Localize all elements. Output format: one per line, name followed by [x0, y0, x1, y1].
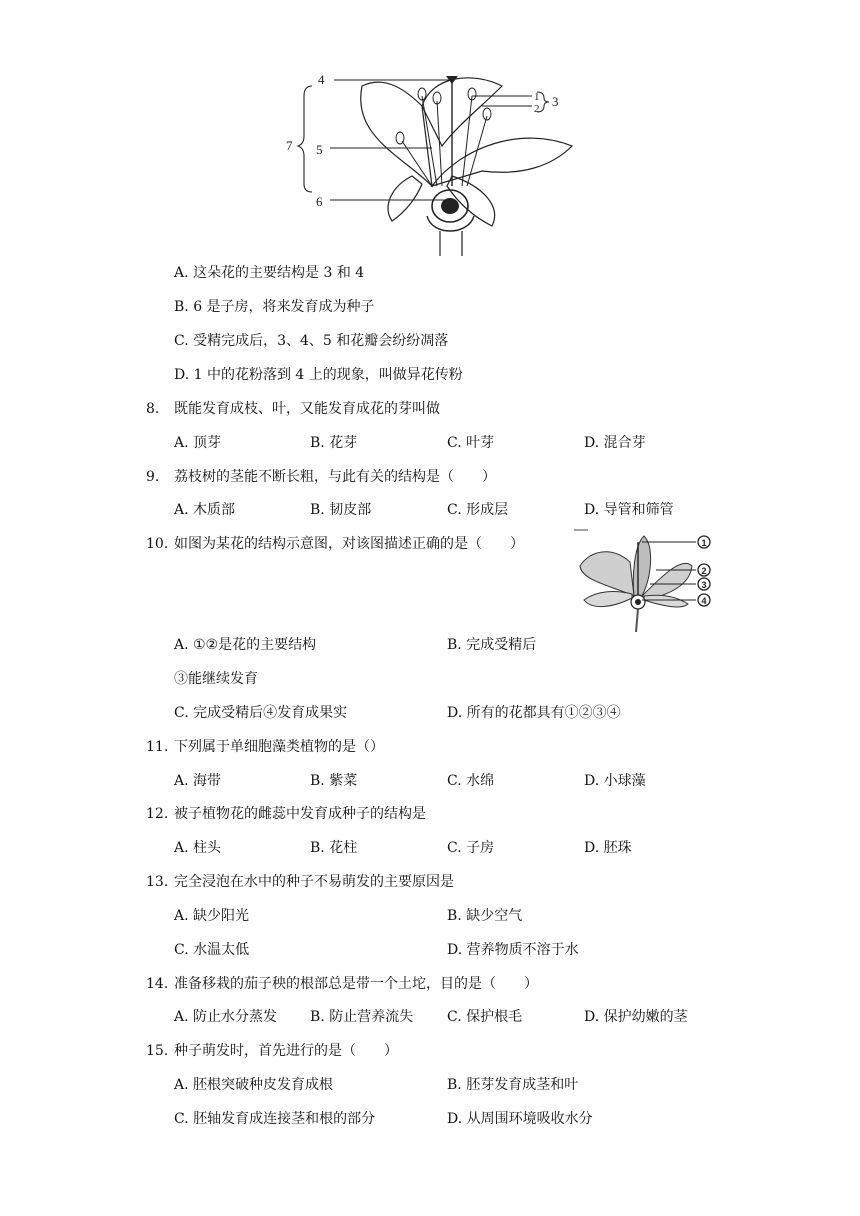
q12-option-c: C. 子房: [447, 840, 495, 856]
q10-option-a: A. ①②是花的主要结构: [174, 637, 317, 653]
q14-option-d: D. 保护幼嫩的茎: [584, 1009, 688, 1025]
q10-option-b: B. 完成受精后: [447, 637, 537, 653]
q15-option-b: B. 胚芽发育成茎和叶: [447, 1077, 579, 1093]
q14-number: 14.: [146, 976, 169, 992]
q11-option-c: C. 水绵: [447, 773, 495, 789]
svg-text:2: 2: [701, 566, 707, 576]
q10-figure-label-4: [698, 594, 710, 606]
lower-left-petal: [388, 176, 422, 221]
q15-option-a: A. 胚根突破种皮发育成根: [174, 1077, 334, 1093]
figure-label-7: 7: [286, 138, 293, 153]
q8-number: 8.: [146, 401, 160, 417]
bracket-7: [298, 86, 312, 192]
q11-option-a: A. 海带: [174, 773, 222, 789]
q7-option-d: D. 1 中的花粉落到 4 上的现象，叫做异花传粉: [174, 367, 463, 383]
q10-option-c: C. 完成受精后④发育成果实: [174, 705, 348, 721]
q8-option-c: C. 叶芽: [447, 435, 495, 451]
flower-structure-figure: [282, 66, 582, 256]
q13-option-c: C. 水温太低: [174, 942, 250, 958]
q14-option-a: A. 防止水分蒸发: [174, 1009, 278, 1025]
figure-label-3: 3: [552, 94, 559, 109]
q14-stem: 准备移栽的茄子秧的根部总是带一个土坨，目的是（ ）: [174, 976, 538, 992]
figure-label-2: 2: [534, 103, 540, 115]
svg-text:4: 4: [701, 596, 707, 606]
right-petal: [432, 138, 572, 186]
q10-option-b-continued: ③能继续发育: [174, 671, 258, 687]
upper-petal: [422, 78, 502, 146]
q10-figure-label-3: [698, 578, 710, 590]
figure-label-4: 4: [318, 72, 325, 87]
q13-option-d: D. 营养物质不溶于水: [447, 942, 579, 958]
q9-option-c: C. 形成层: [447, 502, 509, 518]
q12-number: 12.: [146, 806, 169, 822]
q9-option-a: A. 木质部: [174, 502, 236, 518]
figure-label-6: 6: [316, 194, 323, 209]
figure-label-1: 1: [534, 91, 540, 103]
q7-option-a: A. 这朵花的主要结构是 3 和 4: [174, 265, 365, 281]
q12-stem: 被子植物花的雌蕊中发育成种子的结构是: [174, 806, 426, 822]
q9-option-b: B. 韧皮部: [310, 502, 372, 518]
q13-option-b: B. 缺少空气: [447, 908, 523, 924]
q15-stem: 种子萌发时，首先进行的是（ ）: [174, 1043, 398, 1059]
q7-option-c: C. 受精完成后，3、4、5 和花瓣会纷纷凋落: [174, 333, 449, 349]
q7-option-b: B. 6 是子房，将来发育成为种子: [174, 299, 375, 315]
q14-option-b: B. 防止营养流失: [310, 1009, 414, 1025]
q11-option-d: D. 小球藻: [584, 773, 646, 789]
q15-option-c: C. 胚轴发育成连接茎和根的部分: [174, 1111, 376, 1127]
q8-option-d: D. 混合芽: [584, 435, 646, 451]
q9-option-d: D. 导管和筛管: [584, 502, 674, 518]
q15-number: 15.: [146, 1043, 169, 1059]
q13-stem: 完全浸泡在水中的种子不易萌发的主要原因是: [174, 874, 454, 890]
svg-text:1: 1: [701, 538, 707, 548]
figure-label-5: 5: [316, 142, 323, 157]
q9-stem: 荔枝树的茎能不断长粗，与此有关的结构是（ ）: [174, 469, 496, 485]
svg-text:3: 3: [701, 580, 707, 590]
q8-option-a: A. 顶芽: [174, 435, 222, 451]
q12-option-d: D. 胚珠: [584, 840, 632, 856]
q10-figure-label-2: [698, 564, 710, 576]
q8-option-b: B. 花芽: [310, 435, 358, 451]
q9-number: 9.: [146, 469, 160, 485]
q10-option-d: D. 所有的花都具有①②③④: [447, 705, 621, 721]
q14-option-c: C. 保护根毛: [447, 1009, 523, 1025]
q10-stem: 如图为某花的结构示意图，对该图描述正确的是（ ）: [174, 536, 524, 552]
q13-option-a: A. 缺少阳光: [174, 908, 250, 924]
q11-number: 11.: [146, 739, 169, 755]
q10-flower-figure: [572, 526, 718, 634]
q13-number: 13.: [146, 874, 169, 890]
q11-stem: 下列属于单细胞藻类植物的是（）: [174, 739, 384, 755]
q12-option-a: A. 柱头: [174, 840, 222, 856]
q8-stem: 既能发育成枝、叶，又能发育成花的芽叫做: [174, 401, 440, 417]
q11-option-b: B. 紫菜: [310, 773, 358, 789]
receptacle: [427, 216, 474, 231]
q15-option-d: D. 从周围环境吸收水分: [447, 1111, 593, 1127]
q12-option-b: B. 花柱: [310, 840, 358, 856]
q10-figure-label-1: [698, 536, 710, 548]
q10-number: 10.: [146, 536, 169, 552]
